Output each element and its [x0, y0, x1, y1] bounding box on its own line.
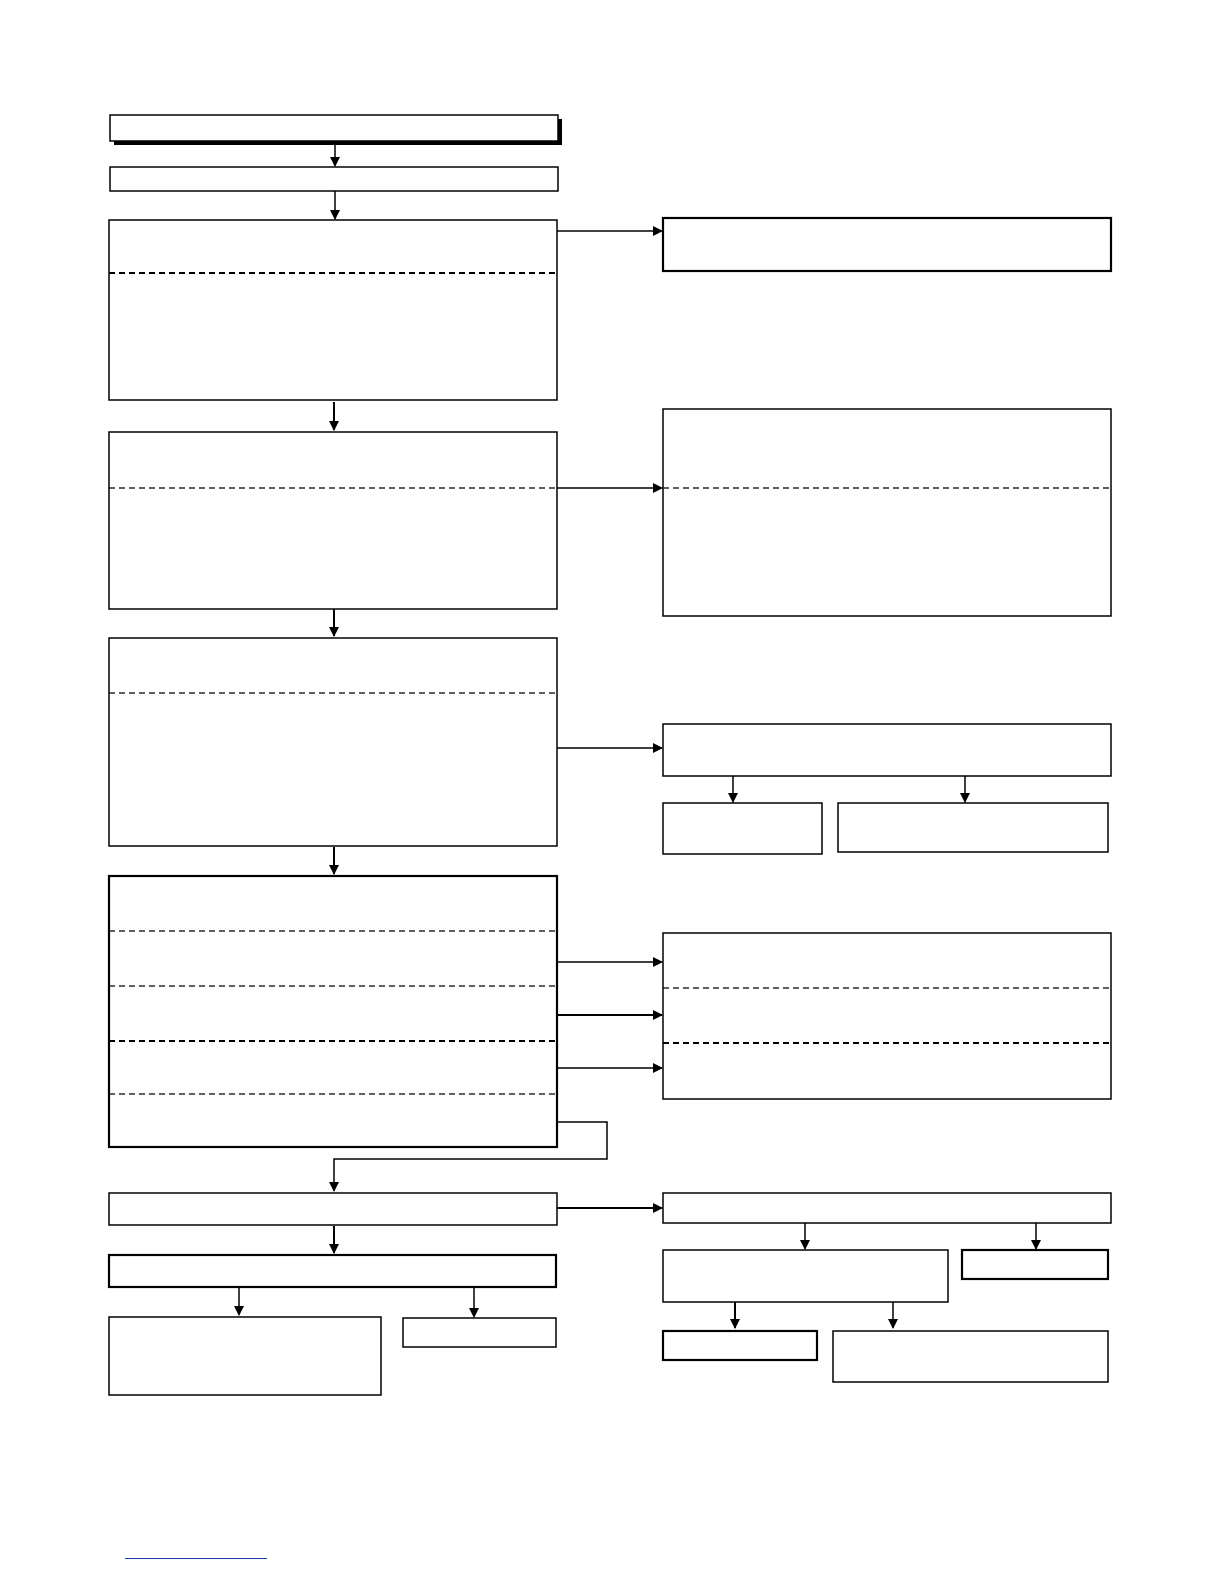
result-f-right-box — [403, 1318, 556, 1347]
result-c-left-box — [663, 803, 822, 854]
start-title-box — [110, 115, 562, 145]
step-e-box — [109, 1193, 557, 1225]
step-f-box — [109, 1255, 556, 1287]
result-e-box — [663, 1193, 1111, 1223]
footer-rule — [125, 1558, 267, 1559]
result-c-box — [663, 724, 1111, 776]
check-d-box — [109, 876, 557, 1147]
result-f-left-box — [109, 1317, 381, 1395]
result-e-right-box — [962, 1250, 1108, 1279]
check-c-box — [109, 638, 557, 846]
result-a-box — [663, 218, 1111, 271]
check-a-box — [109, 220, 557, 400]
result-b-box — [663, 409, 1111, 616]
result-d-box — [663, 933, 1111, 1099]
result-c-right-box — [838, 803, 1108, 852]
result-e-bottom-right-box — [833, 1331, 1108, 1382]
result-e-left-box — [663, 1250, 948, 1302]
step-1-box — [110, 167, 558, 191]
result-e-bottom-left-box — [663, 1331, 817, 1360]
check-b-box — [109, 432, 557, 609]
